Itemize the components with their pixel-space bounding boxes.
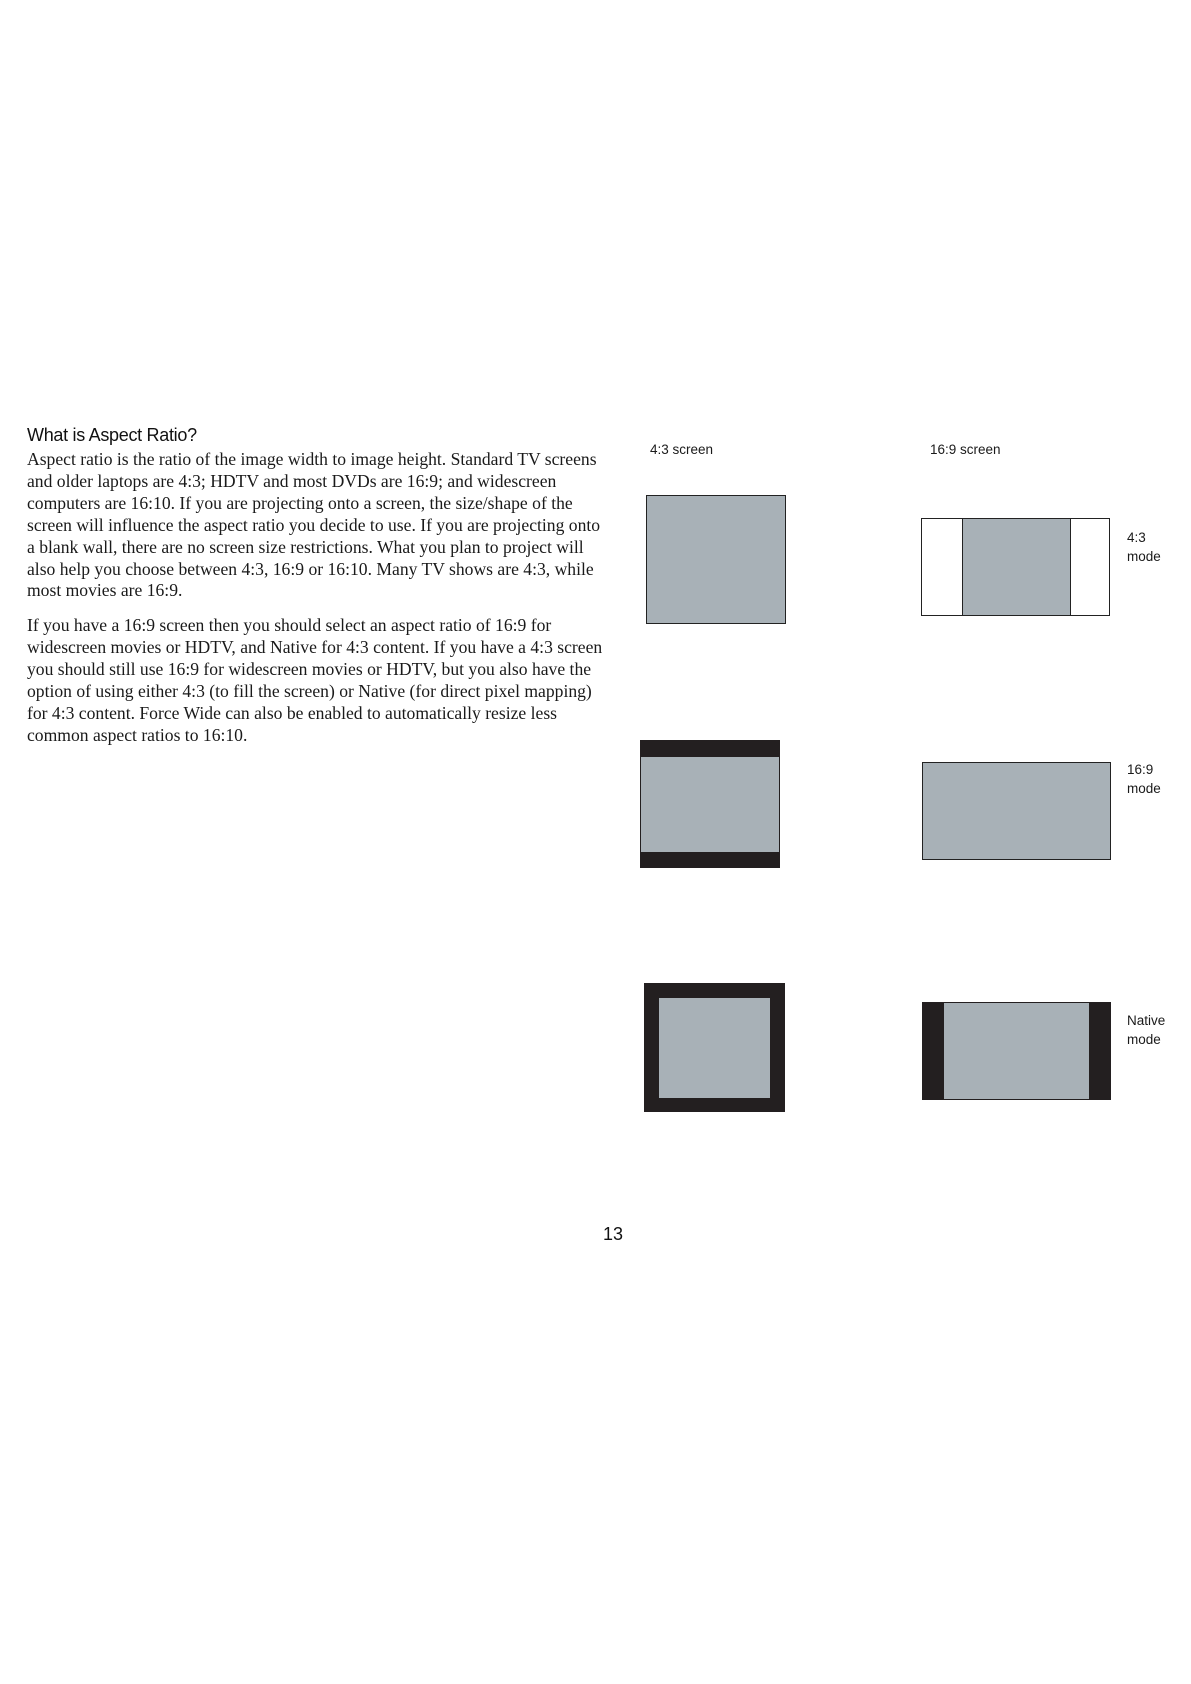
mode-label-43-line1: 4:3 — [1127, 530, 1146, 545]
figure-43-screen-169-mode — [640, 740, 780, 868]
paragraph-aspect-ratio-intro: Aspect ratio is the ratio of the image width to image height. Standard TV screens and older laptops are 4:3; HDTV and most DVDs are 16:9; and widescreen computers are 16:10. If you are projecting onto a screen, the size/shape of the screen will influence the aspect ratio you decide to use. If you are projecting onto a blank wall, there are no screen size restrictions. What you plan to project will also help you choose between 4:3, 16:9 or 16:10. Many TV shows are 4:3, while most movies are 16:9. — [27, 449, 601, 601]
page-number: 13 — [602, 1224, 624, 1244]
mode-label-43 — [1127, 528, 1187, 566]
mode-label-native — [1127, 1011, 1187, 1049]
mode-label-169-line2: mode — [1127, 781, 1161, 796]
figure-169-screen-native-mode-image — [944, 1003, 1089, 1099]
mode-label-169-line1: 16:9 — [1127, 762, 1154, 777]
figure-169-screen-43-mode — [921, 518, 1110, 616]
figure-169-screen-native-mode — [922, 1002, 1111, 1100]
mode-label-43-line2: mode — [1127, 549, 1161, 564]
paragraph-aspect-ratio-recommendation: If you have a 16:9 screen then you should select an aspect ratio of 16:9 for widescreen movies or HDTV, and Native for 4:3 content. If you have a 4:3 screen you should still use 16:9 for widescreen movies or HDTV, but you also have the option of using either 4:3 (to fill the screen) or Native (for direct pixel mapping) for 4:3 content. Force Wide can also be enabled to automatically resize less common aspect ratios to 16:10. — [27, 615, 603, 745]
mode-label-169 — [1127, 760, 1187, 798]
figure-43-screen-169-mode-image — [641, 757, 779, 852]
figure-43-screen-native-mode-image — [659, 998, 770, 1098]
column-header-43-screen: 4:3 screen — [650, 442, 714, 457]
mode-label-native-line2: mode — [1127, 1032, 1161, 1047]
section-heading: What is Aspect Ratio? — [27, 425, 197, 445]
column-header-169-screen: 16:9 screen — [930, 442, 1001, 457]
figure-169-screen-169-mode — [922, 762, 1111, 860]
figure-43-screen-43-mode — [646, 495, 786, 624]
mode-label-native-line1: Native — [1127, 1013, 1166, 1028]
figure-43-screen-native-mode — [644, 983, 785, 1112]
figure-169-screen-43-mode-image — [962, 518, 1071, 616]
